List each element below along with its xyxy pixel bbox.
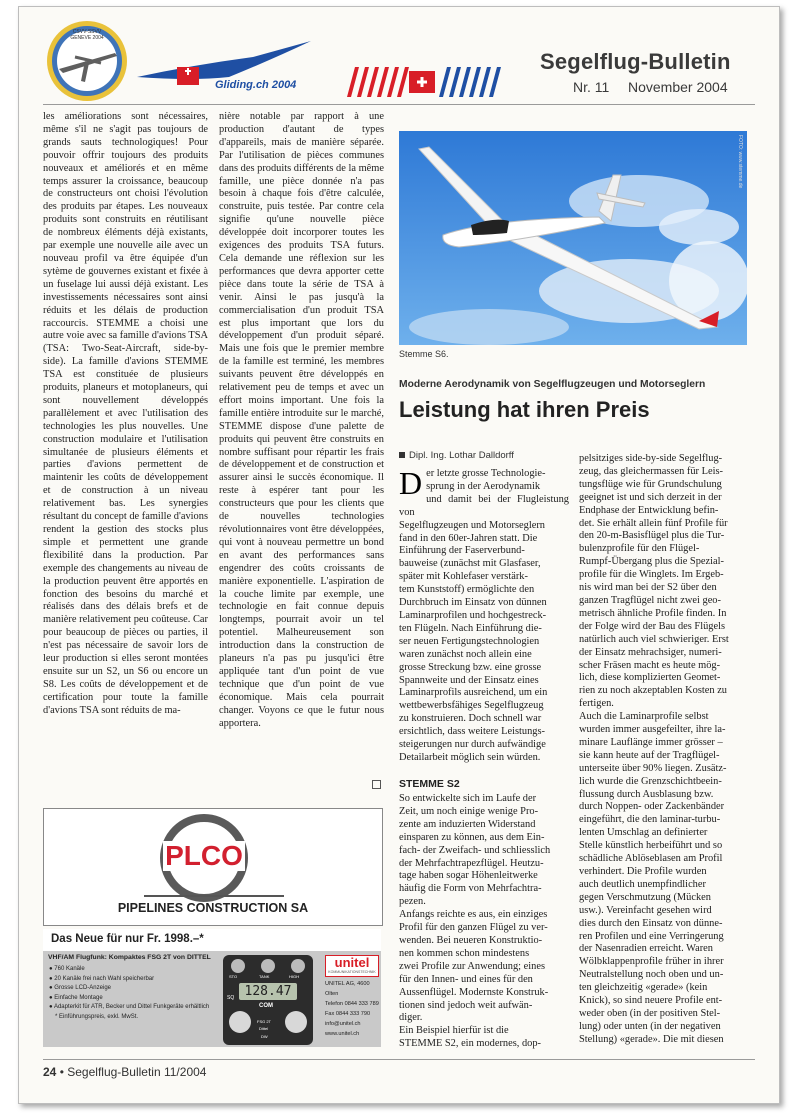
byline-text: Dipl. Ing. Lothar Dalldorff <box>409 450 514 461</box>
section-subhead-stemme-s2: STEMME S2 <box>399 778 460 790</box>
article-body-col-1 <box>399 465 569 765</box>
volume-knob-icon <box>229 1011 251 1033</box>
header-divider <box>43 104 755 105</box>
unitel-brand-sub: KOMMUNIKATIONSTECHNIK <box>328 970 376 974</box>
high-knob-icon <box>291 959 305 973</box>
issue-number: Nr. 11 <box>573 79 610 95</box>
tank-knob-icon <box>261 959 275 973</box>
unitel-feature-list <box>49 965 219 1023</box>
byline-square-icon <box>399 452 405 458</box>
feature-item: ● 760 Kanäle <box>49 966 85 972</box>
end-of-article-mark <box>372 780 381 789</box>
article-paragraph-1: er letzte grosse Technologie- sprung in der Aerodynamik und damit bei der Flugleistung von Segelflugzeugen und Motorseglern fand in den 60er-Jahren statt. Die Einführung der Faserverbund- bauweise (zunächst mit Glasfaser, später mit Kohlefaser verstärk- tem Kunststoff) ermöglichte den Durchbruch im Einsatz von dünnen Laminarprofilen und hochgestreck- ten Flügeln. Nach Einführung die- ser neuen Fertigungstechnologien waren zunächst noch allein eine grosse Streckung bzw. eine grosse Spannweite und der Einsatz eines Laminarprofils ausreichend, um ein wettbewerbsfähiges Segelflugzeug zu konstruieren. Doch schnell war ersichtlich, dass weitere Leistungs- steigerungen nur durch aufwändige Detailarbeit möglich sein würden. <box>399 468 569 763</box>
address-line: Fax 0844 333 790 <box>325 1011 371 1017</box>
page-number: 24 <box>43 1065 57 1079</box>
sto-label: STO <box>229 974 238 979</box>
footer-divider <box>43 1059 755 1060</box>
unitel-ad-subline: VHF/AM Flugfunk: Kompaktes FSG 2T von DITTEL <box>48 954 211 961</box>
french-column-2: nière notable par rapport à une production d'autant de types d'appareils, mais de manière séparée. Par l'utilisation de pièces communes dans des produits différents de la même famille, une pièce donnée n'a pas besoin à chaque fois d'être calculée, construite, puis testée. Par contre cela signifie qu'une nouvelle pièce développée doit incorporer toutes les exigences des produits TSA futurs. Cela demande une réflexion sur les performances que devra apporter cette pièce dans toute la série de TSA à venir. Ainsi le pas jusqu'à la commercialisation d'un produit TSA est plus important que lors du développement d'un produit séparé. Mais une fois que le premier membre de la famille est terminé, les membres suivants peuvent être développés en relativement peu de temps et avec un effort moins important. Une fois la famille entière introduite sur le marché, STEMME dispose d'une palette de produits qui peuvent être construits en nombre suffisant pour répartir les frais de développement et de construction et assurer ainsi le succès économique. Il reste à espérer tant pour les constructeurs que pour les clients que de nouvelles technologies révolutionnaires vont être développées, qui vont à nouveau permettre un bond en avant des performances sans engendrer des coûts croissants de manière exponentielle. L'aspiration de la couche limite par exemple, une technologie en fait connue depuis longtemps, pourrait avoir un tel potentiel. Malheureusement son introduction dans la construction de planeurs n'a pas pu jusqu'ici être appliquée tant d'un point de vue technique que d'un point de vue économique. Mais cela pourrait changer. Voyons ce que le futur nous apportera. <box>219 111 384 729</box>
french-column-1: les améliorations sont nécessaires, même s'il ne s'agit pas toujours de grands sauts technologiques! Pour pouvoir offrir toujours des produits nouveaux et améliorés et en même temps assurer la croissance, beaucoup de constructeurs ont choisi l'évolution des produits par étapes. Les nouveaux produits sont construits en réutilisant de nombreux éléments déjà existants, par exemple une nouvelle aile avec un nouveau profil va être équipée d'un sytème de gouvernes existant et fixée à un fuselage lui aussi déjà existant. Les investissements nécessaires sont ainsi réduits et les délais de production raccourcis. STEMME a choisi une autre voie avec sa famille d'avions TSA (TSA: Two-Seat-Aircraft, side-by-side). La famille d'avions STEMME TSA est constituée de plusieurs produits, planeurs et motoplaneurs, qui sont nouvellement développés parallèlement et avec l'utilisation des technologies les plus nouvelles. Une construction modulaire et l'utilisation simultanée de plusieurs éléments et parties d'avions permettent de maintenir les coûts de développement et de construction à un niveau relativement bas. Les synergies résultant du concept de famille d'avions rendent la gestion des stocks plus simple et permettent une grande flexibilité dans la production. Par exemple des changements au niveau de la production peuvent être apportés en fonction des besoins du marché et réalisés dans des délais brefs et de manière relativement peu coûteuse. Car pour beaucoup de pièces ou parties, il n'est pas nécessaire de savoir lors de leur production si elles seront montées ensuite sur un S2, un S6 ou encore un S8. Les coûts de développement et de certification pour toute la famille d'avions TSA sont réduits de ma- <box>43 111 208 716</box>
unitel-email-link[interactable]: info@unitel.ch <box>325 1021 361 1027</box>
address-line: UNITEL AG, 4600 Olten <box>325 981 370 997</box>
feature-item: ● 20 Kanäle frei nach Wahl speicherbar <box>49 975 155 982</box>
stemme-s6-photo <box>399 131 747 345</box>
article-kicker: Moderne Aerodynamik von Segelflugzeugen und Motorseglern <box>399 379 706 390</box>
com-label: COM <box>259 1003 273 1009</box>
feature-item: ● Grosse LCD-Anzeige <box>49 985 111 992</box>
unitel-brand: unitel <box>334 955 370 970</box>
unitel-advertisement[interactable] <box>43 929 381 1047</box>
unitel-ad-headline: Das Neue für nur Fr. 1998.–* <box>51 933 204 945</box>
tank-label: TANK <box>259 974 270 979</box>
drop-cap: D <box>399 465 423 501</box>
page-footer <box>43 1065 206 1079</box>
footer-bullet: • <box>59 1065 64 1079</box>
photo-credit: FOTO: www.stemme.de <box>737 135 743 189</box>
badge-text: CSVV-SSVV GENEVE 2004 <box>70 29 104 41</box>
radio-frequency-display: 128.47 <box>239 983 297 1000</box>
plco-advertisement[interactable] <box>43 808 383 926</box>
article-paragraph-2: So entwickelte sich im Laufe der Zeit, um noch einige wenige Pro- zente am induzierten Widerstand einsparen zu können, aus dem Ein- fach- der Zweifach- und schliesslich der Mehrfachtrapezflügel. Heutzu- tage haben sogar Höhenleitwerke häufig die Form von Mehrfachtra- pezen. Anfangs reichte es aus, ein einziges Profil für den ganzen Flügel zu ver- wenden. Bei neueren Konstruktio- nen kommen schon mindestens zwei Profile zur Anwendung; eines für den Innen- und eines für den Aussenflügel. Modernste Konstruk- tionen sind jedoch weit aufwän- diger. Ein Beispiel hierfür ist die STEMME S2, ein modernes, dop- <box>399 793 551 1050</box>
device-model-label: FSG 2T <box>257 1019 272 1024</box>
sq-label: SQ <box>227 995 235 1001</box>
plco-rule <box>144 895 284 897</box>
footer-publication: Segelflug-Bulletin 11/2004 <box>67 1065 207 1079</box>
address-line: Telefon 0844 333 789 <box>325 1001 379 1007</box>
feature-item: * Einführungspreis, exkl. MwSt. <box>55 1013 139 1020</box>
bulletin-title: Segelflug-Bulletin <box>540 49 731 74</box>
unitel-website-link[interactable]: www.unitel.ch <box>325 1031 360 1037</box>
photo-caption: Stemme S6. <box>399 349 449 359</box>
dw-label: DW <box>261 1034 268 1039</box>
unitel-logo-box <box>325 955 379 977</box>
feature-item: ● Einfache Montage <box>49 994 103 1001</box>
magazine-page <box>18 6 780 1104</box>
sto-knob-icon <box>231 959 245 973</box>
unitel-ad-panel <box>43 951 381 1047</box>
frequency-knob-icon <box>285 1011 307 1033</box>
feature-item: ● Adapterkit für ATR, Becker und Dittel Funkgeräte erhältlich <box>49 1004 210 1011</box>
gliding-ch-label: Gliding.ch 2004 <box>215 79 297 91</box>
article-body-col-2: pelsitziges side-by-side Segelflug- zeug, das gleichermassen für Leis- tungsflüge wie für Grundschulung geeignet ist und sich derzeit in der Endphase der Entwicklung befin- det. Sie erhält allein fünf Profile für den 20-m-Basisflügel plus die Tur- bulenzprofile für den Flügel- Rumpf-Übergang plus die Spezial- profile für die Winglets. Im Ergeb- nis wird man bei der S2 über den ganzen Tragflügel nicht zwei geo- metrisch ähnliche Profile finden. In der Folge wird der Bau des Flügels natürlich auch viel schwieriger. Erst der Einsatz mehrachsiger, numeri- scher Fräsen macht es heute mög- lich, diese komplizierten Geomet- rien zu noch akzeptablen Kosten zu fertigen. Auch die Laminarprofile selbst wurden immer ausgefeilter, ihre la- minare Lauflänge immer grösser – sie kann heute auf der Tragflügel- unterseite über 90% liegen. Zusätz- lich wurde die Grenzschichtbeein- flussung durch Ausblasung bzw. durch Noppen- oder Zackenbänder eingeführt, die den laminar-turbu- lenten Umschlag an definierter Stelle künstlich herbeiführt und so schädliche Ablöseblasen am Profil verhindert. Die Profile wurden auch deutlich unempfindlicher gegen Verschmutzung (Mücken usw.). Vereinfacht gesehen wird dies durch den Einsatz von dünne- ren Profilen und eine Verringerung der Nasenradien erreicht. Waren Wölbklappenprofile früher in ihrer Neutralstellung noch oben und un- ten gleichzeitig «gerade» (kein Knick), so sind neuere Profile ent- weder oben (in der positiven Stel- lung) oder unten (in der negativen Stellung) «gerade». Die mit diesen <box>579 453 729 1045</box>
fsg2t-radio-device <box>223 955 313 1045</box>
unitel-address-block <box>325 979 381 1039</box>
swiss-stripes-logo <box>341 65 511 99</box>
plco-company-name: PIPELINES CONSTRUCTION SA <box>117 901 309 915</box>
device-brand-label: Dittel <box>259 1026 269 1031</box>
plco-logo-text: PLCO <box>163 841 245 871</box>
high-label: HIGH <box>289 974 299 979</box>
article-headline: Leistung hat ihren Preis <box>399 397 650 422</box>
issue-date: November 2004 <box>628 79 728 95</box>
article-byline <box>399 450 514 461</box>
